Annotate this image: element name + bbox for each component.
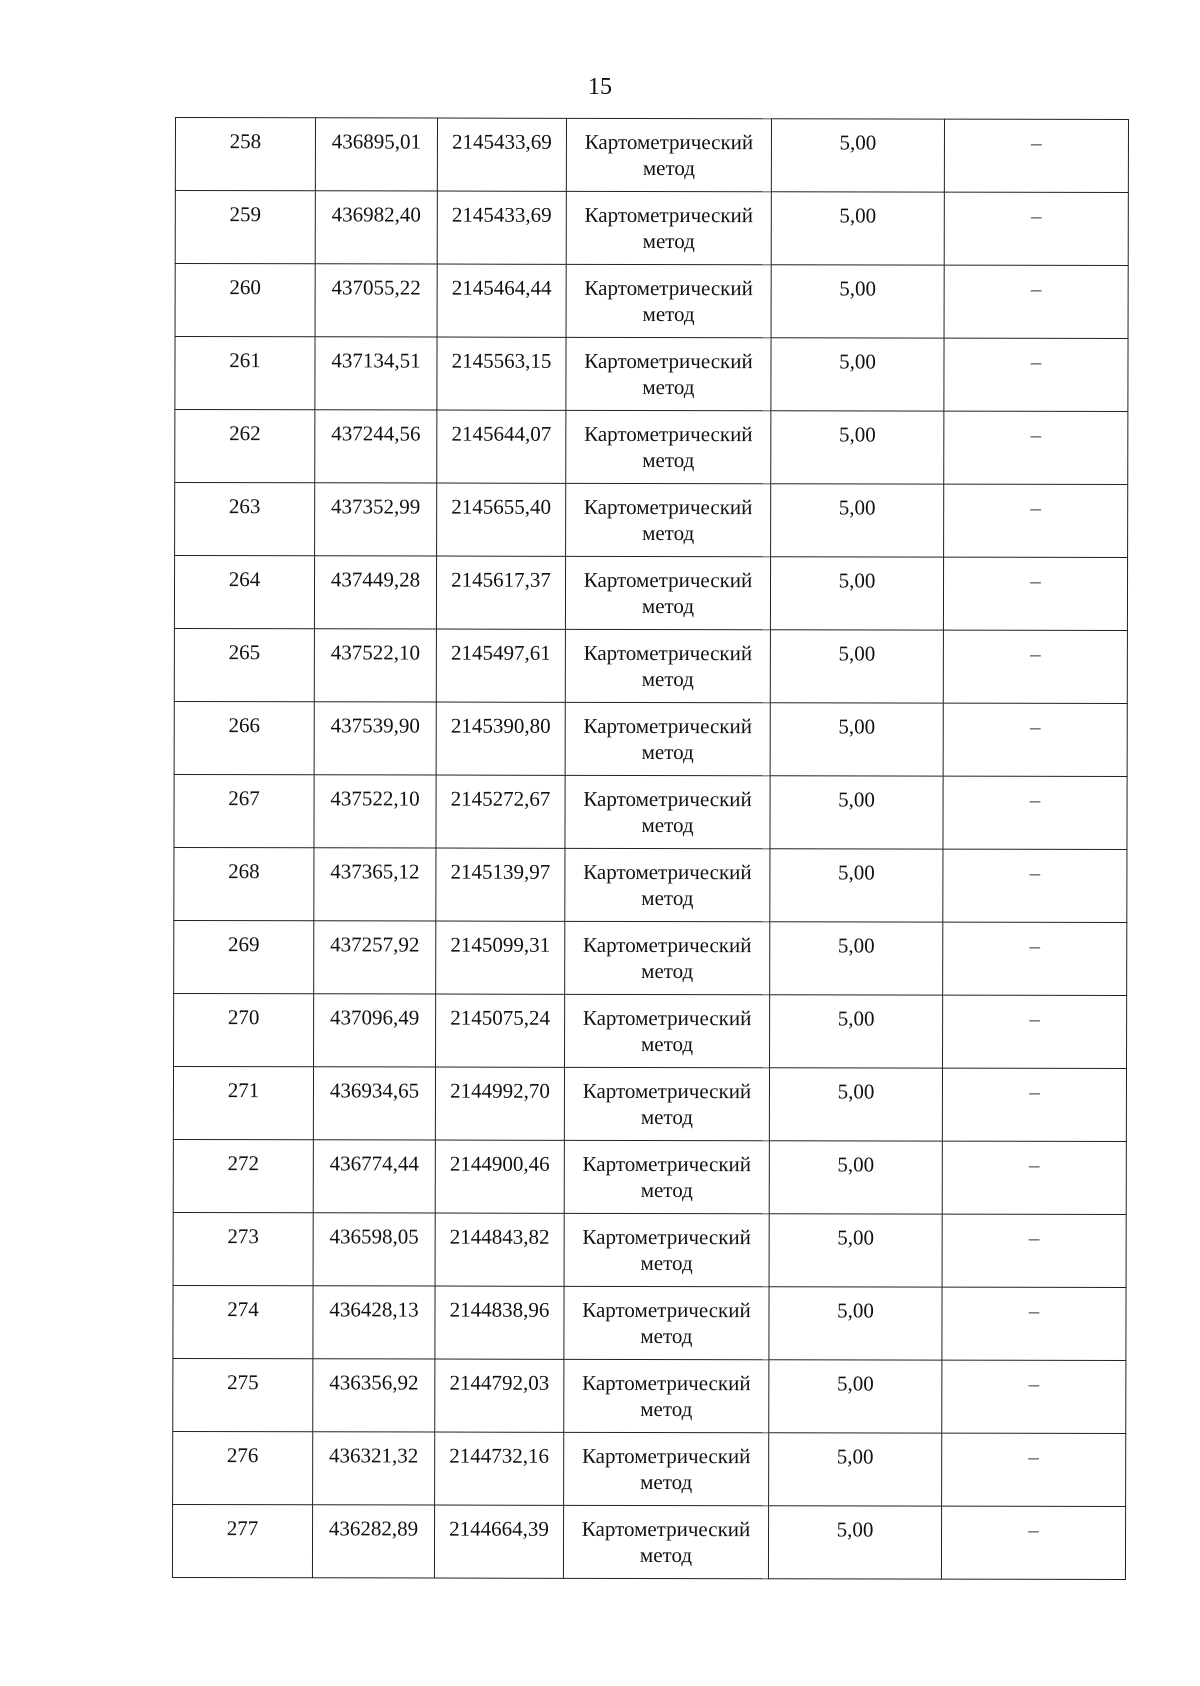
x-coordinate-cell: 437244,56 bbox=[315, 410, 437, 483]
method-cell: Картометрический метод bbox=[564, 1067, 769, 1140]
point-number-cell: 272 bbox=[173, 1139, 313, 1212]
accuracy-cell: 5,00 bbox=[771, 484, 944, 557]
y-coordinate-cell: 2145497,61 bbox=[436, 629, 565, 702]
method-cell: Картометрический метод bbox=[565, 994, 770, 1067]
note-cell: – bbox=[944, 484, 1128, 557]
method-cell: Картометрический метод bbox=[566, 264, 771, 337]
method-cell: Картометрический метод bbox=[564, 1359, 769, 1432]
x-coordinate-cell: 437055,22 bbox=[315, 264, 437, 337]
y-coordinate-cell: 2144732,16 bbox=[435, 1432, 564, 1505]
note-cell: – bbox=[944, 338, 1128, 411]
method-cell: Картометрический метод bbox=[566, 483, 771, 556]
point-number-cell: 271 bbox=[173, 1066, 313, 1139]
table-row bbox=[173, 1285, 1126, 1360]
note-cell: – bbox=[943, 849, 1127, 922]
table-row bbox=[175, 191, 1128, 266]
x-coordinate-cell: 437257,92 bbox=[314, 921, 436, 994]
method-cell: Картометрический метод bbox=[566, 337, 771, 410]
x-coordinate-cell: 436282,89 bbox=[312, 1505, 434, 1578]
table-row bbox=[175, 410, 1128, 485]
x-coordinate-cell: 437522,10 bbox=[314, 775, 436, 848]
table-row bbox=[173, 1066, 1126, 1141]
point-number-cell: 275 bbox=[173, 1358, 313, 1431]
accuracy-cell: 5,00 bbox=[770, 776, 943, 849]
y-coordinate-cell: 2145075,24 bbox=[436, 994, 565, 1067]
method-cell: Картометрический метод bbox=[566, 410, 771, 483]
accuracy-cell: 5,00 bbox=[771, 192, 944, 265]
accuracy-cell: 5,00 bbox=[771, 265, 944, 338]
method-cell: Картометрический метод bbox=[565, 921, 770, 994]
accuracy-cell: 5,00 bbox=[770, 703, 943, 776]
note-cell: – bbox=[943, 630, 1127, 703]
accuracy-cell: 5,00 bbox=[770, 995, 943, 1068]
accuracy-cell: 5,00 bbox=[771, 411, 944, 484]
point-number-cell: 264 bbox=[174, 556, 314, 629]
coordinates-table-body bbox=[172, 118, 1128, 1580]
table-row bbox=[174, 701, 1127, 776]
method-cell: Картометрический метод bbox=[565, 775, 770, 848]
note-cell: – bbox=[944, 411, 1128, 484]
method-cell: Картометрический метод bbox=[564, 1432, 769, 1505]
table-row bbox=[173, 1358, 1126, 1433]
accuracy-cell: 5,00 bbox=[768, 1506, 941, 1579]
x-coordinate-cell: 436356,92 bbox=[313, 1359, 435, 1432]
method-cell: Картометрический метод bbox=[565, 556, 770, 629]
y-coordinate-cell: 2144792,03 bbox=[435, 1359, 564, 1432]
note-cell: – bbox=[942, 1068, 1126, 1141]
accuracy-cell: 5,00 bbox=[769, 1360, 942, 1433]
x-coordinate-cell: 436428,13 bbox=[313, 1286, 435, 1359]
method-cell: Картометрический метод bbox=[566, 118, 771, 191]
method-cell: Картометрический метод bbox=[563, 1505, 768, 1578]
y-coordinate-cell: 2145433,69 bbox=[437, 118, 566, 191]
point-number-cell: 269 bbox=[174, 920, 314, 993]
table-row bbox=[174, 993, 1127, 1068]
table-row bbox=[173, 1212, 1126, 1287]
table-row bbox=[173, 1431, 1126, 1506]
x-coordinate-cell: 436934,65 bbox=[313, 1067, 435, 1140]
point-number-cell: 273 bbox=[173, 1212, 313, 1285]
x-coordinate-cell: 436321,32 bbox=[313, 1432, 435, 1505]
x-coordinate-cell: 437449,28 bbox=[314, 556, 436, 629]
y-coordinate-cell: 2145563,15 bbox=[437, 337, 566, 410]
y-coordinate-cell: 2145464,44 bbox=[437, 264, 566, 337]
y-coordinate-cell: 2145099,31 bbox=[436, 921, 565, 994]
table-row bbox=[175, 483, 1128, 558]
point-number-cell: 258 bbox=[175, 118, 315, 191]
note-cell: – bbox=[943, 557, 1127, 630]
method-cell: Картометрический метод bbox=[564, 1286, 769, 1359]
note-cell: – bbox=[942, 1360, 1126, 1433]
x-coordinate-cell: 436982,40 bbox=[315, 191, 437, 264]
point-number-cell: 277 bbox=[172, 1504, 312, 1577]
note-cell: – bbox=[942, 1287, 1126, 1360]
method-cell: Картометрический метод bbox=[564, 1140, 769, 1213]
point-number-cell: 261 bbox=[175, 337, 315, 410]
accuracy-cell: 5,00 bbox=[769, 1068, 942, 1141]
x-coordinate-cell: 437352,99 bbox=[315, 483, 437, 556]
method-cell: Картометрический метод bbox=[565, 629, 770, 702]
point-number-cell: 270 bbox=[174, 993, 314, 1066]
point-number-cell: 267 bbox=[174, 774, 314, 847]
y-coordinate-cell: 2145433,69 bbox=[437, 191, 566, 264]
note-cell: – bbox=[944, 119, 1128, 192]
method-cell: Картометрический метод bbox=[566, 191, 771, 264]
note-cell: – bbox=[944, 265, 1128, 338]
y-coordinate-cell: 2144838,96 bbox=[435, 1286, 564, 1359]
y-coordinate-cell: 2145272,67 bbox=[436, 775, 565, 848]
table-row bbox=[175, 264, 1128, 339]
accuracy-cell: 5,00 bbox=[769, 1141, 942, 1214]
note-cell: – bbox=[942, 1141, 1126, 1214]
x-coordinate-cell: 437522,10 bbox=[314, 629, 436, 702]
coordinates-table bbox=[172, 117, 1129, 1580]
y-coordinate-cell: 2145617,37 bbox=[436, 556, 565, 629]
table-row bbox=[174, 556, 1127, 631]
accuracy-cell: 5,00 bbox=[771, 338, 944, 411]
x-coordinate-cell: 437096,49 bbox=[314, 994, 436, 1067]
y-coordinate-cell: 2145644,07 bbox=[437, 410, 566, 483]
point-number-cell: 266 bbox=[174, 701, 314, 774]
x-coordinate-cell: 437365,12 bbox=[314, 848, 436, 921]
table-row bbox=[175, 118, 1128, 193]
point-number-cell: 274 bbox=[173, 1285, 313, 1358]
method-cell: Картометрический метод bbox=[565, 702, 770, 775]
note-cell: – bbox=[943, 995, 1127, 1068]
accuracy-cell: 5,00 bbox=[769, 1433, 942, 1506]
x-coordinate-cell: 437134,51 bbox=[315, 337, 437, 410]
point-number-cell: 262 bbox=[175, 410, 315, 483]
point-number-cell: 263 bbox=[175, 483, 315, 556]
note-cell: – bbox=[941, 1506, 1125, 1579]
accuracy-cell: 5,00 bbox=[769, 1214, 942, 1287]
y-coordinate-cell: 2144843,82 bbox=[435, 1213, 564, 1286]
accuracy-cell: 5,00 bbox=[770, 922, 943, 995]
y-coordinate-cell: 2144900,46 bbox=[435, 1140, 564, 1213]
y-coordinate-cell: 2145139,97 bbox=[436, 848, 565, 921]
accuracy-cell: 5,00 bbox=[771, 119, 944, 192]
method-cell: Картометрический метод bbox=[565, 848, 770, 921]
accuracy-cell: 5,00 bbox=[770, 557, 943, 630]
table-row bbox=[174, 920, 1127, 995]
note-cell: – bbox=[944, 192, 1128, 265]
note-cell: – bbox=[943, 922, 1127, 995]
x-coordinate-cell: 436895,01 bbox=[315, 118, 437, 191]
table-row bbox=[174, 774, 1127, 849]
point-number-cell: 268 bbox=[174, 847, 314, 920]
table-row bbox=[175, 337, 1128, 412]
point-number-cell: 276 bbox=[173, 1431, 313, 1504]
table-row bbox=[174, 628, 1127, 703]
table-row bbox=[174, 847, 1127, 922]
point-number-cell: 265 bbox=[174, 628, 314, 701]
note-cell: – bbox=[942, 1214, 1126, 1287]
accuracy-cell: 5,00 bbox=[770, 630, 943, 703]
accuracy-cell: 5,00 bbox=[769, 1287, 942, 1360]
y-coordinate-cell: 2144992,70 bbox=[435, 1067, 564, 1140]
table-row bbox=[172, 1504, 1125, 1579]
y-coordinate-cell: 2144664,39 bbox=[434, 1505, 563, 1578]
x-coordinate-cell: 436598,05 bbox=[313, 1213, 435, 1286]
note-cell: – bbox=[943, 776, 1127, 849]
note-cell: – bbox=[943, 703, 1127, 776]
x-coordinate-cell: 436774,44 bbox=[313, 1140, 435, 1213]
point-number-cell: 259 bbox=[175, 191, 315, 264]
y-coordinate-cell: 2145655,40 bbox=[437, 483, 566, 556]
y-coordinate-cell: 2145390,80 bbox=[436, 702, 565, 775]
point-number-cell: 260 bbox=[175, 264, 315, 337]
page-number: 15 bbox=[588, 74, 612, 100]
note-cell: – bbox=[942, 1433, 1126, 1506]
method-cell: Картометрический метод bbox=[564, 1213, 769, 1286]
table-row bbox=[173, 1139, 1126, 1214]
x-coordinate-cell: 437539,90 bbox=[314, 702, 436, 775]
accuracy-cell: 5,00 bbox=[770, 849, 943, 922]
